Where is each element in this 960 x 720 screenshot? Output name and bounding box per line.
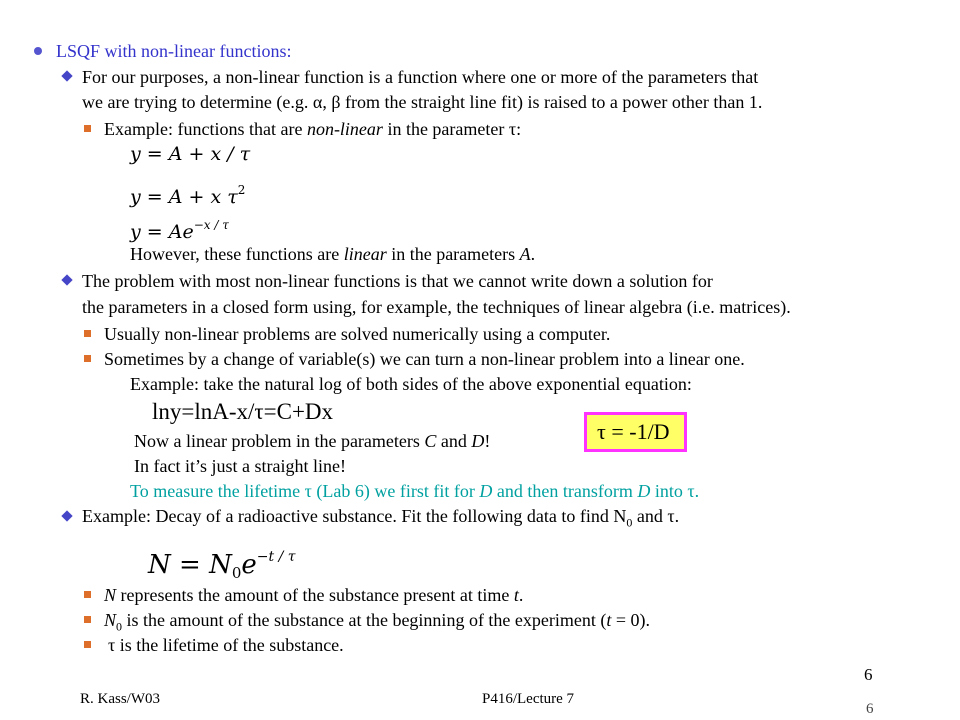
para2-line1: The problem with most non-linear functions is that we cannot write down a solution for: [82, 271, 713, 291]
sub2-text: Sometimes by a change of variable(s) we can turn a non-linear problem into a linear one.: [104, 349, 745, 369]
bullet-level3: [84, 355, 91, 362]
bullet-level3: [84, 616, 91, 623]
corner-page-number: 6: [866, 701, 874, 717]
example2-text: Example: take the natural log of both sides of the above exponential equation:: [130, 374, 692, 394]
sub1-text: Usually non-linear problems are solved numerically using a computer.: [104, 324, 611, 344]
para1-line2: we are trying to determine (e.g. α, β from the straight line fit) is raised to a power other than 1.: [82, 92, 763, 112]
bullet-level2: [61, 70, 72, 81]
linear-text: Now a linear problem in the parameters C and D!: [134, 431, 491, 451]
footer-lecture: P416/Lecture 7: [482, 691, 575, 707]
decay-text: Example: Decay of a radioactive substance. Fit the following data to find $N_0$ and τ.: [82, 506, 680, 530]
equation-1: y = A + x / τ: [130, 143, 251, 165]
example1-text: Example: functions that are non-linear in the parameter τ:: [104, 119, 522, 139]
heading: LSQF with non-linear functions:: [56, 41, 292, 61]
measure-text: To measure the lifetime τ (Lab 6) we first fit for D and then transform D into τ.: [130, 481, 700, 501]
def-n: N represents the amount of the substance present at time t.: [104, 585, 524, 605]
equation-2: y = A + x $\tau^2$: [130, 183, 246, 208]
bullet-level2: [61, 510, 72, 521]
bullet-level3: [84, 330, 91, 337]
equation-3: $y = Ae^{-x / \tau}$: [130, 218, 229, 243]
def-tau: τ is the lifetime of the substance.: [108, 635, 344, 655]
footer-author: R. Kass/W03: [80, 691, 160, 707]
bullet-level3: [84, 125, 91, 132]
def-n0: $N_0$ is the amount of the substance at the beginning of the experiment (t = 0).: [104, 610, 651, 634]
tau-box: τ = -1/D: [584, 412, 687, 452]
page-number: 6: [864, 665, 873, 684]
bullet-level3: [84, 591, 91, 598]
straight-line-text: In fact it’s just a straight line!: [134, 456, 346, 476]
para2-line2: the parameters in a closed form using, for example, the techniques of linear algebra (i.e. matrices).: [82, 297, 791, 317]
lny-equation: lny=lnA-x/τ=C+Dx: [152, 399, 334, 424]
bullet-level3: [84, 641, 91, 648]
para1-line1: For our purposes, a non-linear function is a function where one or more of the parameters that: [82, 67, 759, 87]
decay-equation: $N = N_0e^{-t / \tau}$: [148, 549, 296, 582]
however-text: However, these functions are linear in the parameters A.: [130, 244, 536, 264]
bullet-level2: [61, 274, 72, 285]
bullet-level1: [34, 47, 42, 55]
